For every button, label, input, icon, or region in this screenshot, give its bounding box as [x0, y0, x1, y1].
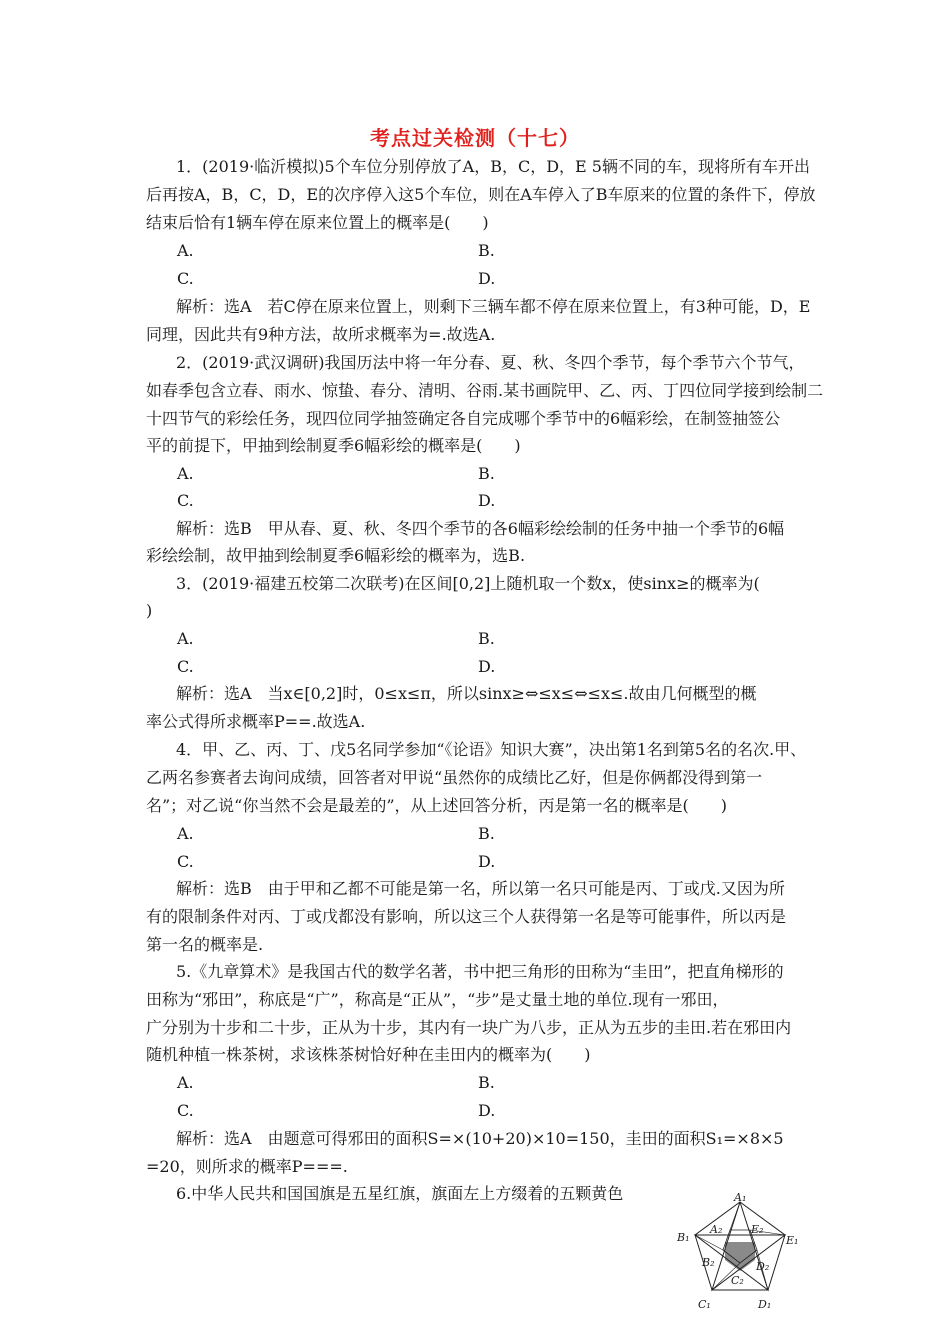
q5-option-a: A. [177, 1073, 194, 1092]
q2-line-2: 如春季包含立春、雨水、惊蛰、春分、清明、谷雨.某书画院甲、乙、丙、丁四位同学接到绘制二 [146, 381, 824, 400]
q1-line-1: 1．(2019·临沂模拟)5个车位分别停放了A，B，C，D，E 5辆不同的车，现将所有车开出 [176, 157, 810, 176]
label-e1: E₁ [786, 1234, 799, 1247]
q4-option-d: D. [478, 852, 496, 871]
q3-option-b: B. [478, 629, 495, 648]
pentagon-star-figure [676, 1192, 806, 1312]
label-a1: A₁ [734, 1192, 747, 1204]
page-title: 考点过关检测（十七） [370, 126, 580, 150]
q1-solution-2: 同理，因此共有9种方法，故所求概率为=.故选A. [146, 325, 496, 344]
q2-solution-1: 解析：选B 甲从春、夏、秋、冬四个季节的各6幅彩绘绘制的任务中抽一个季节的6幅 [176, 519, 785, 538]
q3-option-c: C. [177, 657, 194, 676]
q5-line-3: 广分别为十步和二十步，正从为十步，其内有一块广为八步，正从为五步的圭田.若在邪田内 [146, 1018, 792, 1037]
q2-option-a: A. [177, 464, 194, 483]
q2-option-c: C. [177, 491, 194, 510]
q5-option-b: B. [478, 1073, 495, 1092]
q3-option-d: D. [478, 657, 496, 676]
q3-line-1: 3．(2019·福建五校第二次联考)在区间[0,2]上随机取一个数x，使sinx≥的概率为( [176, 574, 760, 593]
q5-line-4: 随机种植一株茶树，求该株茶树恰好种在圭田内的概率为( ) [146, 1045, 591, 1064]
q1-line-2: 后再按A，B，C，D，E的次序停入这5个车位，则在A车停入了B车原来的位置的条件下，停放 [146, 185, 816, 204]
q5-option-c: C. [177, 1101, 194, 1120]
q4-solution-2: 有的限制条件对丙、丁或戊都没有影响，所以这三个人获得第一名是等可能事件，所以丙是 [146, 907, 787, 926]
q4-solution-3: 第一名的概率是. [146, 935, 264, 954]
q4-option-b: B. [478, 824, 495, 843]
q4-solution-1: 解析：选B 由于甲和乙都不可能是第一名，所以第一名只可能是丙、丁或戊.又因为所 [176, 879, 785, 898]
q5-solution-1: 解析：选A 由题意可得邪田的面积S=×(10+20)×10=150，圭田的面积S₁=×8×5 [176, 1129, 784, 1148]
label-c2: C₂ [731, 1274, 744, 1287]
q3-solution-2: 率公式得所求概率P==.故选A. [146, 712, 366, 731]
q4-line-2: 乙两名参赛者去询问成绩，回答者对甲说“虽然你的成绩比乙好，但是你俩都没得到第一 [146, 768, 763, 787]
q4-option-c: C. [177, 852, 194, 871]
q5-solution-2: =20，则所求的概率P===. [146, 1157, 348, 1176]
q4-option-a: A. [177, 824, 194, 843]
shaded-region [725, 1242, 755, 1271]
q1-line-3: 结束后恰有1辆车停在原来位置上的概率是( ) [146, 213, 489, 232]
label-d2: D₂ [756, 1260, 770, 1273]
label-a2: A₂ [710, 1223, 723, 1236]
q5-option-d: D. [478, 1101, 496, 1120]
q6-line-1: 6.中华人民共和国国旗是五星红旗，旗面左上方缀着的五颗黄色 [176, 1184, 624, 1203]
q3-line-2: ) [146, 601, 153, 620]
q2-solution-2: 彩绘绘制，故甲抽到绘制夏季6幅彩绘的概率为，选B. [146, 546, 526, 565]
label-e2: E₂ [751, 1223, 764, 1236]
q2-line-3: 十四节气的彩绘任务，现四位同学抽签确定各自完成哪个季节中的6幅彩绘，在制签抽签公 [146, 409, 781, 428]
q2-option-b: B. [478, 464, 495, 483]
q1-option-c: C. [177, 269, 194, 288]
q1-solution-1: 解析：选A 若C停在原来位置上，则剩下三辆车都不停在原来位置上，有3种可能，D，E [176, 297, 811, 316]
q2-option-d: D. [478, 491, 496, 510]
q5-line-2: 田称为“邪田”，称底是“广”，称高是“正从”，“步”是丈量土地的单位.现有一邪田， [146, 990, 729, 1009]
label-b2: B₂ [702, 1256, 715, 1269]
label-b1: B₁ [677, 1231, 690, 1244]
q1-option-d: D. [478, 269, 496, 288]
q2-line-4: 平的前提下，甲抽到绘制夏季6幅彩绘的概率是( ) [146, 436, 521, 455]
q5-line-1: 5.《九章算术》是我国古代的数学名著，书中把三角形的田称为“圭田”，把直角梯形的 [176, 962, 784, 981]
q4-line-3: 名”；对乙说“你当然不会是最差的”，从上述回答分析，丙是第一名的概率是( ) [146, 796, 728, 815]
q1-option-b: B. [478, 241, 495, 260]
q4-line-1: 4．甲、乙、丙、丁、戊5名同学参加“《论语》知识大赛”，决出第1名到第5名的名次.甲、 [176, 740, 807, 759]
q1-option-a: A. [177, 241, 194, 260]
q2-line-1: 2．(2019·武汉调研)我国历法中将一年分春、夏、秋、冬四个季节，每个季节六个节气， [176, 353, 805, 372]
label-c1: C₁ [698, 1298, 711, 1311]
label-d1: D₁ [758, 1298, 772, 1311]
q3-option-a: A. [177, 629, 194, 648]
q3-solution-1: 解析：选A 当x∈[0,2]时，0≤x≤π，所以sinx≥⇔≤x≤⇔≤x≤.故由几何概型的概 [176, 684, 757, 703]
